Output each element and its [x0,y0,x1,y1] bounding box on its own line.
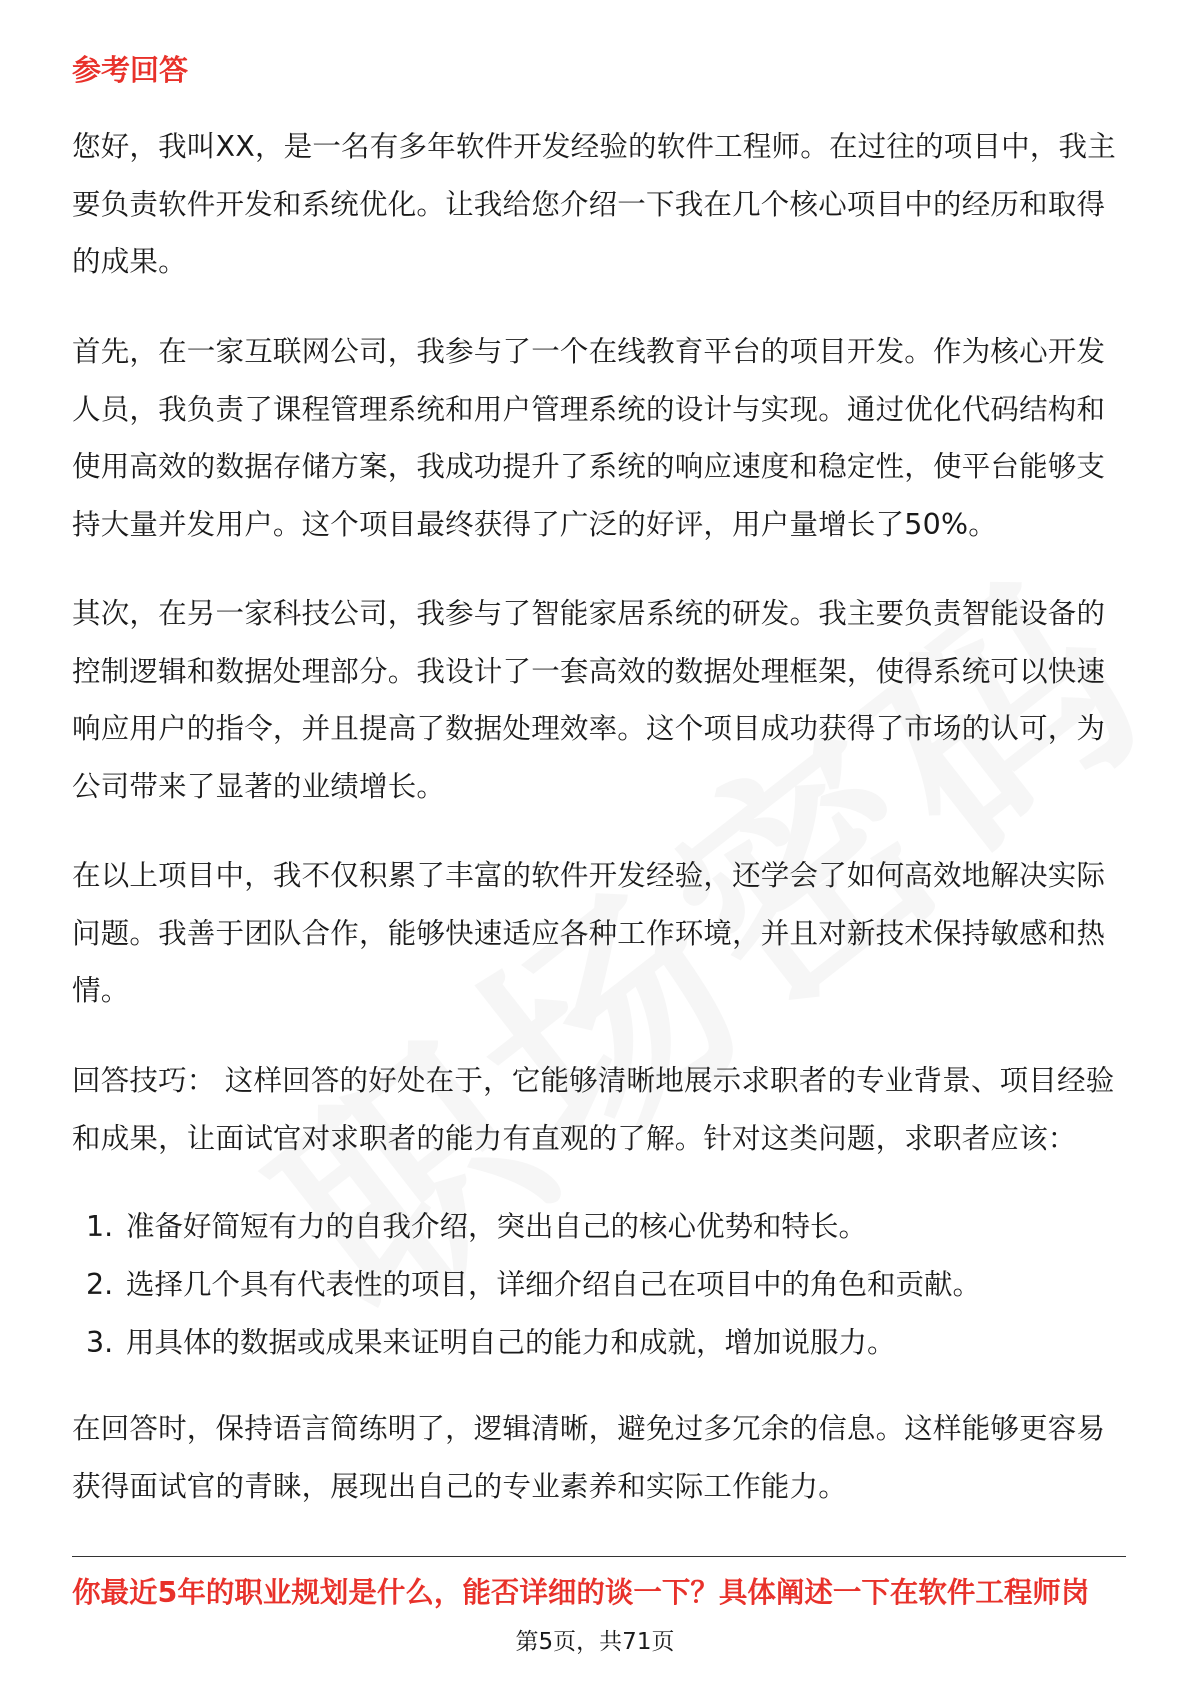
list-item-number: 1. [86,1210,114,1243]
list-item-text: 准备好简短有力的自我介绍，突出自己的核心优势和特长。 [126,1210,868,1243]
paragraph-intro: 您好，我叫XX，是一名有多年软件开发经验的软件工程师。在过往的项目中，我主要负责软件开发和系统优化。让我给您介绍一下我在几个核心项目中的经历和取得的成果。 [72,130,1116,278]
next-question-heading: 你最近5年的职业规划是什么，能否详细的谈一下？具体阐述一下在软件工程师岗 [72,1576,1090,1609]
list-item [72,1256,1132,1314]
paragraph-tips-intro: 回答技巧： 这样回答的好处在于，它能够清晰地展示求职者的专业背景、项目经验和成果，让面试官对求职者的能力有直观的了解。针对这类问题，求职者应该： [72,1064,1115,1155]
section-heading: 参考回答 [72,53,189,87]
tips-list [72,1198,1132,1372]
paragraph-closing: 在回答时，保持语言简练明了，逻辑清晰，避免过多冗余的信息。这样能够更容易获得面试官的青睐，展现出自己的专业素养和实际工作能力。 [72,1412,1106,1503]
paragraph-first-project: 首先，在一家互联网公司，我参与了一个在线教育平台的项目开发。作为核心开发人员，我负责了课程管理系统和用户管理系统的设计与实现。通过优化代码结构和使用高效的数据存储方案，我成功提升了系统的响应速度和稳定性，使平台能够支持大量并发用户。这个项目最终获得了广泛的好评，用户量增长了50%。 [72,335,1106,541]
section-divider [72,1556,1126,1557]
list-item-text: 用具体的数据或成果来证明自己的能力和成就，增加说服力。 [126,1326,896,1359]
list-item-number: 3. [86,1326,114,1359]
list-item [72,1198,1132,1256]
paragraph-second-project: 其次，在另一家科技公司，我参与了智能家居系统的研发。我主要负责智能设备的控制逻辑和数据处理部分。我设计了一套高效的数据处理框架，使得系统可以快速响应用户的指令，并且提高了数据处理效率。这个项目成功获得了市场的认可，为公司带来了显著的业绩增长。 [72,597,1106,803]
page-number: 第5页，共71页 [515,1629,675,1655]
list-item [72,1314,1132,1372]
paragraph-summary: 在以上项目中，我不仅积累了丰富的软件开发经验，还学会了如何高效地解决实际问题。我善于团队合作，能够快速适应各种工作环境，并且对新技术保持敏感和热情。 [72,859,1106,1007]
list-item-number: 2. [86,1268,114,1301]
list-item-text: 选择几个具有代表性的项目，详细介绍自己在项目中的角色和贡献。 [126,1268,982,1301]
